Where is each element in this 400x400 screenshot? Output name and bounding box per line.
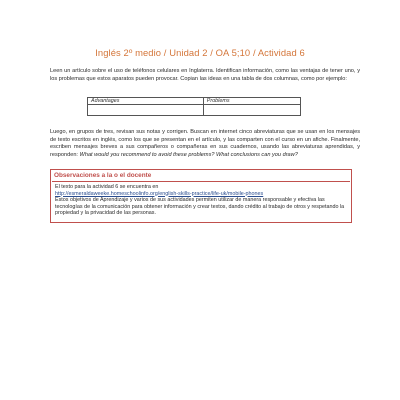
observations-divider (52, 181, 350, 182)
table-header-problems: Problems (203, 98, 300, 105)
instructions-question: What would you recommend to avoid these problems? What conclusions can you draw? (79, 151, 298, 158)
instructions-paragraph-2-text: Luego, en grupos de tres, revisan sus notas y corrigen. Buscan en internet cinco abreviaturas que se usan en los mensajes de texto escritos en inglés, como los que se presentan en el artículo, y las comparten con el curso en un afiche. Finalmente, escriben mensajes breves a sus compañeros o compañeras en sus cuadernos, usando las abreviaturas aprendidas, y responden: (50, 129, 360, 158)
table-row (88, 105, 301, 116)
observations-body (55, 184, 347, 217)
instructions-paragraph-1: Leen un artículo sobre el uso de teléfonos celulares en Inglaterra. Identifican información, como las ventajas de tener uno, y los problemas que estos aparatos pueden provocar. Copian las ideas en una tabla de dos columnas, como por ejemplo: (50, 68, 360, 82)
table-cell (203, 105, 300, 116)
page-title: Inglés 2º medio / Unidad 2 / OA 5;10 / Actividad 6 (95, 47, 305, 58)
table-header-row (88, 98, 301, 105)
observations-link[interactable]: http://esmeraldaweeke.homeschoolinfo.org/english-skills-practice/life-uk/mobile-phones (55, 190, 264, 197)
teacher-observations-box (50, 169, 352, 223)
observations-line-1: El texto para la actividad 6 se encuentra en (55, 184, 159, 190)
example-table (87, 97, 301, 116)
table-cell (88, 105, 204, 116)
observations-heading: Observaciones a la o el docente (54, 172, 152, 179)
instructions-paragraph-2 (50, 129, 360, 159)
observations-line-2: Estos objetivos de Aprendizaje y varios de sus actividades permiten utilizar de manera responsable y efectiva las tecnologías de la comunicación para obtener información y crear textos, dando crédito al trabajo de otros y respetando la propiedad y la privacidad de las personas. (55, 197, 345, 216)
table-header-advantages: Advantages (88, 98, 204, 105)
